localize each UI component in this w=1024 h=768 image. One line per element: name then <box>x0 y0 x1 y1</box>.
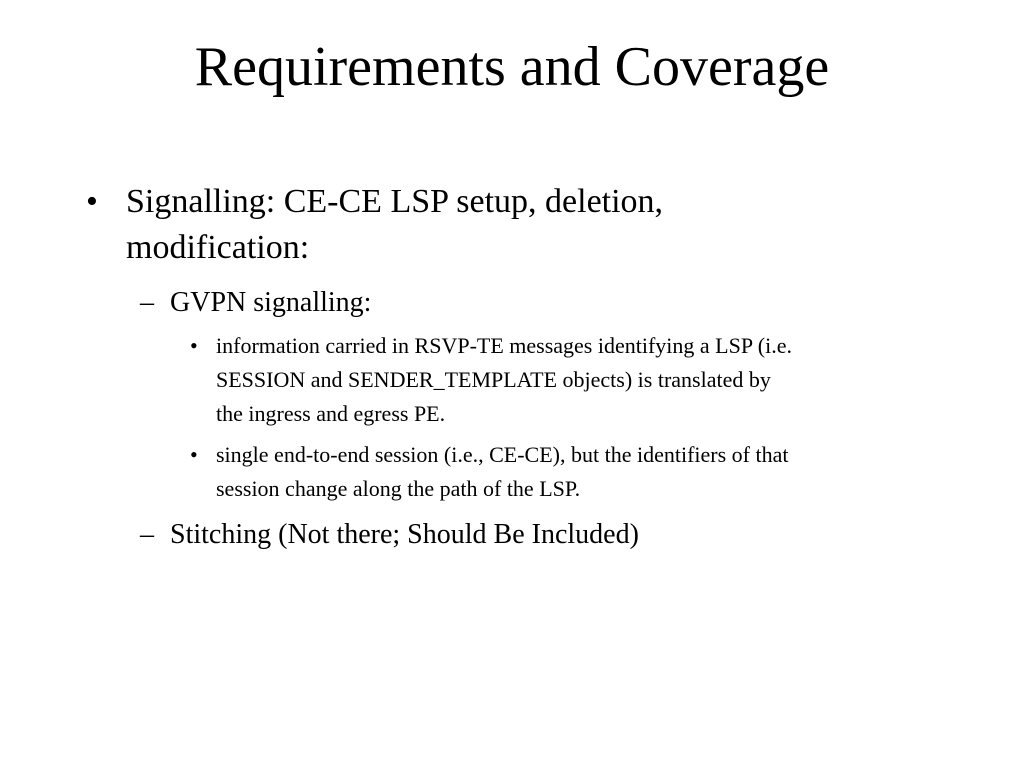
slide-title: Requirements and Coverage <box>194 36 830 98</box>
bullet-signalling <box>86 182 664 222</box>
subbullet-stitching <box>140 518 639 552</box>
session-line2: session change along the path of the LSP. <box>216 476 581 501</box>
dash-icon: – <box>140 287 154 318</box>
info-line1: information carried in RSVP-TE messages identifying a LSP (i.e. <box>216 333 792 358</box>
subbullet-stitching-text: Stitching (Not there; Should Be Included) <box>170 519 639 550</box>
bullet-dot-icon: • <box>190 333 198 358</box>
bullet-dot-icon: • <box>86 183 98 220</box>
subsubbullet-single-session <box>190 438 789 506</box>
subbullet-gvpn-text: GVPN signalling: <box>170 287 372 318</box>
info-line2: SESSION and SENDER_TEMPLATE objects) is translated by <box>216 367 771 392</box>
bullet-signalling-cont <box>126 228 309 268</box>
info-line3: the ingress and egress PE. <box>216 401 446 426</box>
dash-icon: – <box>140 519 154 550</box>
bullet-dot-icon: • <box>190 442 198 467</box>
session-line1: single end-to-end session (i.e., CE-CE), but the identifiers of that <box>216 442 789 467</box>
subsubbullet-information-carried <box>190 329 792 431</box>
subbullet-gvpn-signalling <box>140 286 372 320</box>
bullet-signalling-line1: Signalling: CE-CE LSP setup, deletion, <box>126 183 664 220</box>
bullet-signalling-line2: modification: <box>126 229 310 266</box>
